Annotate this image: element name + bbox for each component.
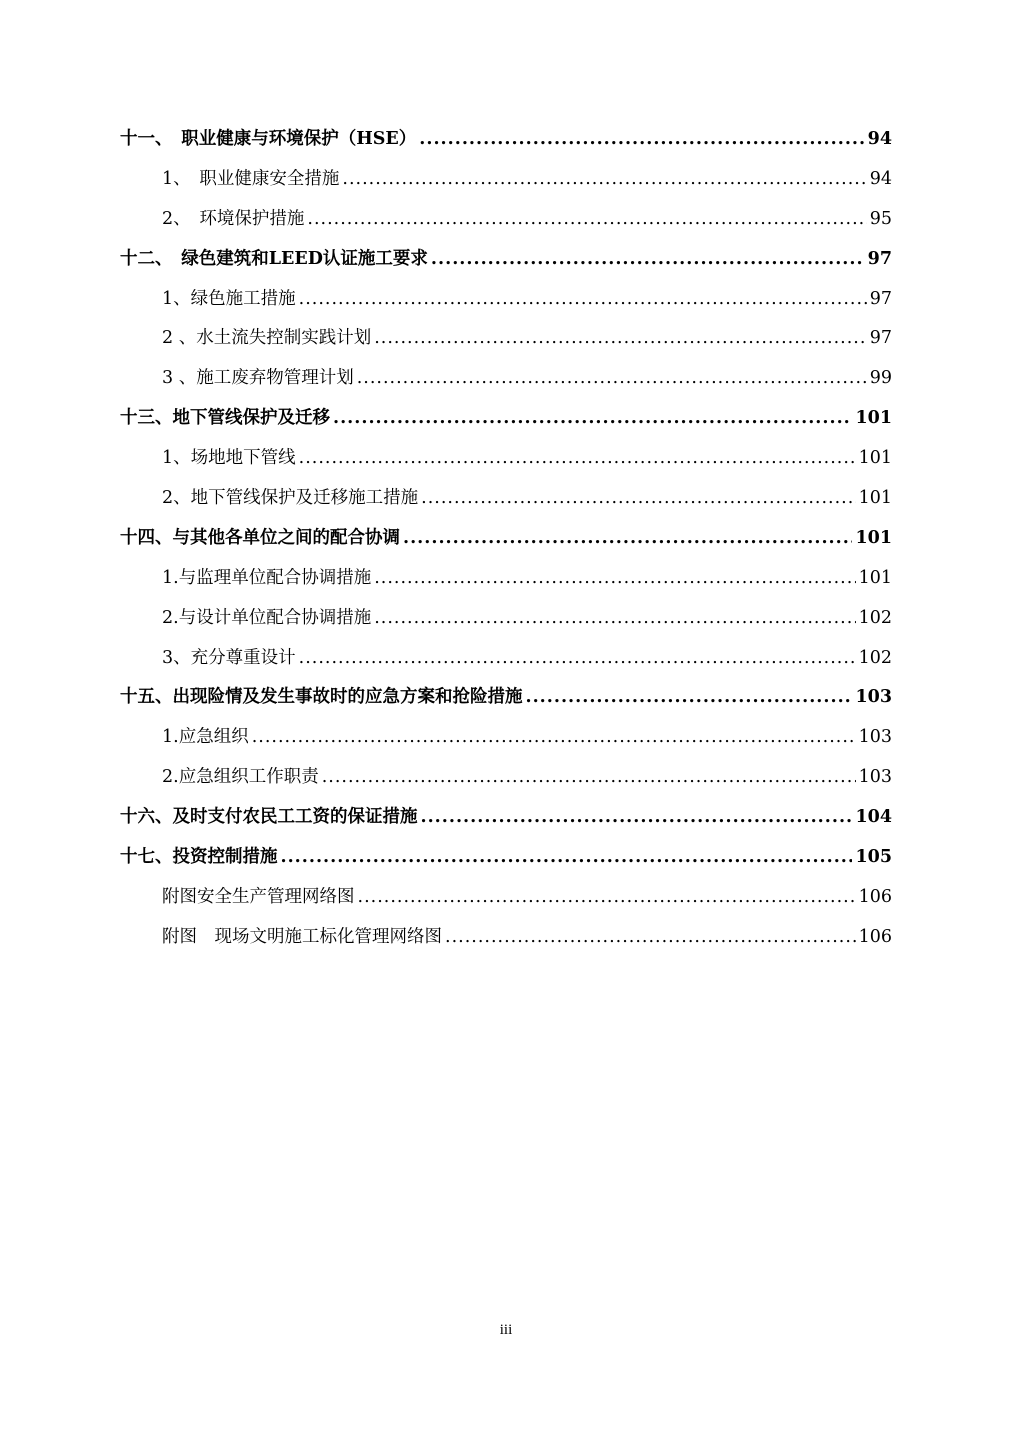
toc-dot-leader: [421, 798, 853, 838]
toc-entry-title: 十五、出现险情及发生事故时的应急方案和抢险措施: [120, 687, 523, 708]
toc-entry-page-number: 103: [858, 727, 892, 748]
toc-chapter-entry[interactable]: [120, 678, 892, 718]
toc-entry-page-number: 105: [855, 847, 892, 868]
toc-dot-leader: [299, 639, 856, 679]
toc-entry-page-number: 102: [858, 647, 892, 668]
toc-entry-title: 十七、投资控制措施: [120, 847, 278, 868]
toc-entry-title: 2、 环境保护措施: [162, 208, 305, 229]
toc-section-entry[interactable]: [120, 359, 892, 399]
toc-section-entry[interactable]: [120, 599, 892, 639]
toc-entry-title: 2、地下管线保护及迁移施工措施: [162, 488, 419, 509]
toc-entry-title: 十三、地下管线保护及迁移: [120, 408, 330, 429]
toc-dot-leader: [307, 200, 866, 240]
toc-dot-leader: [374, 319, 867, 359]
toc-section-entry[interactable]: [120, 918, 892, 958]
toc-entry-page-number: 99: [869, 368, 892, 389]
toc-entry-title: 十二、 绿色建筑和LEED认证施工要求: [120, 248, 428, 269]
toc-dot-leader: [357, 359, 867, 399]
toc-section-entry[interactable]: [120, 718, 892, 758]
toc-section-entry[interactable]: [120, 439, 892, 479]
toc-dot-leader: [252, 718, 856, 758]
toc-entry-title: 十一、 职业健康与环境保护（HSE）: [120, 129, 417, 149]
toc-entry-title: 1.与监理单位配合协调措施: [162, 567, 372, 588]
toc-entry-page-number: 101: [858, 567, 892, 588]
toc-chapter-entry[interactable]: [120, 798, 892, 838]
toc-dot-leader: [358, 878, 856, 918]
toc-entry-title: 3、充分尊重设计: [162, 647, 296, 668]
toc-entry-page-number: 101: [858, 448, 892, 469]
toc-entry-page-number: 103: [855, 687, 892, 708]
toc-section-entry[interactable]: [120, 280, 892, 320]
toc-entry-page-number: 95: [869, 208, 892, 229]
toc-section-entry[interactable]: [120, 878, 892, 918]
toc-entry-title: 十六、及时支付农民工工资的保证措施: [120, 807, 418, 828]
toc-entry-page-number: 104: [855, 807, 892, 828]
toc-dot-leader: [342, 160, 866, 200]
toc-entry-title: 2.应急组织工作职责: [162, 767, 319, 788]
toc-entry-title: 1.应急组织: [162, 727, 249, 748]
page-number: iii: [499, 1322, 513, 1338]
toc-entry-title: 十四、与其他各单位之间的配合协调: [120, 527, 400, 548]
toc-dot-leader: [421, 479, 855, 519]
toc-section-entry[interactable]: [120, 160, 892, 200]
toc-dot-leader: [299, 439, 856, 479]
toc-entry-page-number: 106: [858, 886, 892, 907]
toc-entry-title: 1、 职业健康安全措施: [162, 168, 340, 189]
toc-chapter-entry[interactable]: [120, 120, 892, 160]
toc-chapter-entry[interactable]: [120, 519, 892, 559]
toc-dot-leader: [374, 599, 855, 639]
toc-entry-title: 1、场地地下管线: [162, 448, 296, 469]
toc-entry-title: 2 、水土流失控制实践计划: [162, 328, 372, 349]
toc-entry-page-number: 94: [869, 168, 892, 189]
toc-section-entry[interactable]: [120, 319, 892, 359]
toc-dot-leader: [374, 559, 855, 599]
toc-dot-leader: [445, 918, 856, 958]
toc-entry-page-number: 101: [855, 527, 892, 548]
toc-entry-title: 附图 现场文明施工标化管理网络图: [162, 926, 442, 947]
toc-entry-title: 3 、施工废弃物管理计划: [162, 368, 354, 389]
toc-dot-leader: [299, 280, 867, 320]
toc-section-entry[interactable]: [120, 200, 892, 240]
toc-section-entry[interactable]: [120, 758, 892, 798]
toc-dot-leader: [419, 120, 864, 160]
toc-dot-leader: [431, 240, 865, 280]
toc-section-entry[interactable]: [120, 559, 892, 599]
toc-entry-page-number: 97: [867, 248, 892, 269]
toc-entry-page-number: 97: [869, 328, 892, 349]
toc-entry-page-number: 97: [869, 288, 892, 309]
toc-entry-title: 2.与设计单位配合协调措施: [162, 607, 372, 628]
toc-entry-page-number: 103: [858, 767, 892, 788]
toc-entry-title: 附图安全生产管理网络图: [162, 886, 355, 907]
toc-entry-page-number: 94: [867, 129, 892, 149]
toc-entry-page-number: 106: [858, 926, 892, 947]
toc-chapter-entry[interactable]: [120, 399, 892, 439]
toc-section-entry[interactable]: [120, 639, 892, 679]
table-of-contents: [120, 120, 892, 958]
toc-entry-page-number: 101: [858, 488, 892, 509]
toc-dot-leader: [333, 399, 852, 439]
toc-chapter-entry[interactable]: [120, 240, 892, 280]
toc-entry-page-number: 101: [855, 408, 892, 429]
toc-entry-page-number: 102: [858, 607, 892, 628]
toc-chapter-entry[interactable]: [120, 838, 892, 878]
toc-entry-title: 1、绿色施工措施: [162, 288, 296, 309]
toc-dot-leader: [281, 838, 853, 878]
toc-dot-leader: [403, 519, 852, 559]
toc-section-entry[interactable]: [120, 479, 892, 519]
toc-dot-leader: [322, 758, 856, 798]
toc-dot-leader: [526, 678, 853, 718]
